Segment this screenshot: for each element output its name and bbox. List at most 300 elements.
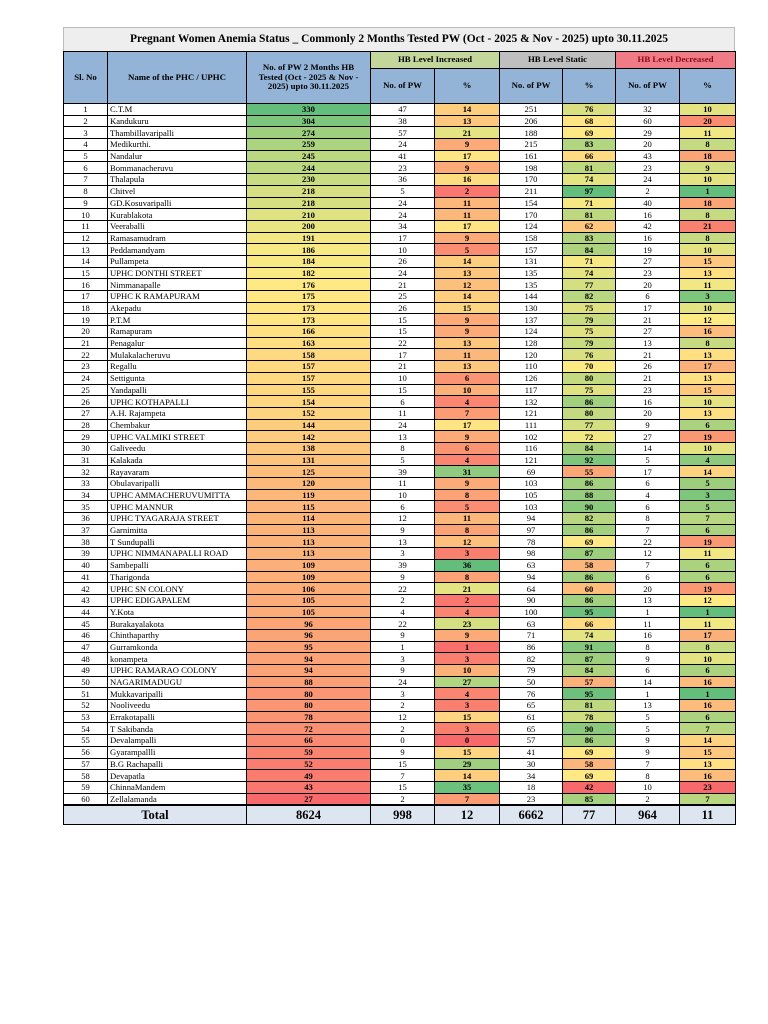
phc-name: Veeraballi: [108, 220, 247, 232]
inc-percent: 21: [435, 127, 500, 139]
static-no-of-pw: 211: [500, 185, 563, 197]
dec-no-of-pw: 13: [616, 337, 680, 349]
static-no-of-pw: 135: [500, 279, 563, 291]
table-row: [64, 559, 736, 571]
dec-percent: 8: [680, 337, 736, 349]
static-no-of-pw: 94: [500, 513, 563, 525]
dec-no-of-pw: 5: [616, 711, 680, 723]
static-no-of-pw: 97: [500, 524, 563, 536]
tested-count: 218: [247, 197, 371, 209]
inc-percent: 17: [435, 150, 500, 162]
sl-no: 44: [64, 606, 108, 618]
inc-percent: 23: [435, 618, 500, 630]
static-percent: 86: [563, 735, 616, 747]
table-row: [64, 746, 736, 758]
inc-percent: 5: [435, 244, 500, 256]
phc-name: Kalakada: [108, 454, 247, 466]
static-no-of-pw: 64: [500, 583, 563, 595]
static-percent: 60: [563, 583, 616, 595]
inc-percent: 21: [435, 583, 500, 595]
inc-percent: 16: [435, 174, 500, 186]
table-row: [64, 454, 736, 466]
table-row: [64, 700, 736, 712]
total-inc-pct: 12: [435, 805, 500, 825]
inc-percent: 7: [435, 793, 500, 805]
sl-no: 1: [64, 104, 108, 116]
sl-no: 40: [64, 559, 108, 571]
phc-name: UPHC SN COLONY: [108, 583, 247, 595]
tested-count: 274: [247, 127, 371, 139]
static-percent: 84: [563, 442, 616, 454]
phc-name: UPHC K RAMAPURAM: [108, 291, 247, 303]
phc-name: ChinnaMandem: [108, 781, 247, 793]
sl-no: 25: [64, 384, 108, 396]
dec-no-of-pw: 40: [616, 197, 680, 209]
inc-no-of-pw: 47: [371, 104, 435, 116]
table-row: [64, 489, 736, 501]
report-sheet: [63, 27, 735, 825]
tested-count: 304: [247, 115, 371, 127]
phc-name: Gyarampallli: [108, 746, 247, 758]
phc-name: Medikurthi.: [108, 139, 247, 151]
dec-no-of-pw: 6: [616, 478, 680, 490]
phc-name: UPHC TYAGARAJA STREET: [108, 513, 247, 525]
dec-percent: 13: [680, 407, 736, 419]
table-row: [64, 384, 736, 396]
static-no-of-pw: 110: [500, 361, 563, 373]
sl-no: 5: [64, 150, 108, 162]
inc-percent: 15: [435, 711, 500, 723]
header-static-no-of-pw: No. of PW: [500, 69, 563, 104]
header-inc-percent: %: [435, 69, 500, 104]
table-row: [64, 478, 736, 490]
dec-no-of-pw: 1: [616, 606, 680, 618]
phc-name: Akepadu: [108, 302, 247, 314]
static-percent: 86: [563, 571, 616, 583]
phc-name: Gurramkonda: [108, 641, 247, 653]
phc-name: Penagalur: [108, 337, 247, 349]
inc-percent: 15: [435, 746, 500, 758]
sl-no: 53: [64, 711, 108, 723]
inc-percent: 6: [435, 372, 500, 384]
inc-no-of-pw: 36: [371, 174, 435, 186]
static-no-of-pw: 132: [500, 396, 563, 408]
phc-name: Ramapuram: [108, 326, 247, 338]
sl-no: 39: [64, 548, 108, 560]
dec-percent: 8: [680, 139, 736, 151]
dec-no-of-pw: 8: [616, 641, 680, 653]
sl-no: 33: [64, 478, 108, 490]
inc-no-of-pw: 13: [371, 431, 435, 443]
inc-percent: 27: [435, 676, 500, 688]
phc-name: Y.Kota: [108, 606, 247, 618]
dec-percent: 11: [680, 279, 736, 291]
dec-no-of-pw: 16: [616, 232, 680, 244]
static-no-of-pw: 100: [500, 606, 563, 618]
static-no-of-pw: 117: [500, 384, 563, 396]
tested-count: 158: [247, 349, 371, 361]
inc-no-of-pw: 22: [371, 337, 435, 349]
phc-name: Nooliveedu: [108, 700, 247, 712]
dec-no-of-pw: 6: [616, 571, 680, 583]
static-percent: 88: [563, 489, 616, 501]
tested-count: 191: [247, 232, 371, 244]
static-no-of-pw: 154: [500, 197, 563, 209]
inc-no-of-pw: 26: [371, 302, 435, 314]
inc-percent: 14: [435, 255, 500, 267]
phc-name: T Sundupalli: [108, 536, 247, 548]
static-percent: 85: [563, 793, 616, 805]
dec-percent: 10: [680, 302, 736, 314]
inc-no-of-pw: 2: [371, 793, 435, 805]
tested-count: 72: [247, 723, 371, 735]
static-percent: 83: [563, 232, 616, 244]
sl-no: 57: [64, 758, 108, 770]
static-no-of-pw: 94: [500, 571, 563, 583]
static-percent: 81: [563, 162, 616, 174]
dec-no-of-pw: 5: [616, 723, 680, 735]
tested-count: 106: [247, 583, 371, 595]
static-no-of-pw: 65: [500, 700, 563, 712]
table-row: [64, 688, 736, 700]
table-row: [64, 676, 736, 688]
dec-no-of-pw: 1: [616, 688, 680, 700]
static-percent: 76: [563, 104, 616, 116]
dec-no-of-pw: 6: [616, 501, 680, 513]
phc-name: Peddamandyam: [108, 244, 247, 256]
dec-no-of-pw: 13: [616, 700, 680, 712]
table-row: [64, 337, 736, 349]
inc-percent: 14: [435, 104, 500, 116]
header-dec-no-of-pw: No. of PW: [616, 69, 680, 104]
dec-no-of-pw: 20: [616, 583, 680, 595]
table-row: [64, 255, 736, 267]
dec-percent: 14: [680, 735, 736, 747]
inc-percent: 3: [435, 653, 500, 665]
sl-no: 10: [64, 209, 108, 221]
static-no-of-pw: 116: [500, 442, 563, 454]
dec-percent: 6: [680, 524, 736, 536]
inc-percent: 5: [435, 501, 500, 513]
dec-no-of-pw: 17: [616, 302, 680, 314]
dec-percent: 15: [680, 746, 736, 758]
dec-no-of-pw: 7: [616, 758, 680, 770]
inc-no-of-pw: 39: [371, 559, 435, 571]
sl-no: 30: [64, 442, 108, 454]
inc-percent: 7: [435, 407, 500, 419]
static-percent: 66: [563, 150, 616, 162]
phc-name: Chinthaparthy: [108, 629, 247, 641]
tested-count: 80: [247, 700, 371, 712]
dec-no-of-pw: 16: [616, 209, 680, 221]
inc-percent: 9: [435, 314, 500, 326]
sl-no: 14: [64, 255, 108, 267]
static-percent: 80: [563, 407, 616, 419]
table-row: [64, 244, 736, 256]
inc-percent: 4: [435, 396, 500, 408]
static-percent: 62: [563, 220, 616, 232]
static-percent: 55: [563, 466, 616, 478]
static-no-of-pw: 188: [500, 127, 563, 139]
dec-no-of-pw: 22: [616, 536, 680, 548]
inc-percent: 13: [435, 361, 500, 373]
dec-percent: 10: [680, 396, 736, 408]
sl-no: 26: [64, 396, 108, 408]
sl-no: 2: [64, 115, 108, 127]
dec-percent: 6: [680, 711, 736, 723]
table-row: [64, 349, 736, 361]
inc-no-of-pw: 26: [371, 255, 435, 267]
inc-no-of-pw: 15: [371, 314, 435, 326]
phc-name: UPHC NIMMANAPALLI ROAD: [108, 548, 247, 560]
inc-percent: 8: [435, 524, 500, 536]
dec-percent: 6: [680, 419, 736, 431]
report-title: Pregnant Women Anemia Status _ Commonly 2 Months Tested PW (Oct - 2025 & Nov - 2025) upto 30.11.2025: [63, 27, 735, 51]
tested-count: 163: [247, 337, 371, 349]
inc-percent: 9: [435, 629, 500, 641]
tested-count: 94: [247, 653, 371, 665]
phc-name: Galiveedu: [108, 442, 247, 454]
tested-count: 173: [247, 314, 371, 326]
dec-percent: 5: [680, 501, 736, 513]
static-no-of-pw: 34: [500, 770, 563, 782]
static-percent: 58: [563, 559, 616, 571]
phc-name: Mukkavaripalli: [108, 688, 247, 700]
static-percent: 74: [563, 267, 616, 279]
sl-no: 49: [64, 665, 108, 677]
inc-no-of-pw: 17: [371, 349, 435, 361]
static-percent: 74: [563, 629, 616, 641]
static-no-of-pw: 128: [500, 337, 563, 349]
dec-no-of-pw: 24: [616, 174, 680, 186]
tested-count: 96: [247, 618, 371, 630]
static-percent: 71: [563, 255, 616, 267]
tested-count: 105: [247, 594, 371, 606]
sl-no: 12: [64, 232, 108, 244]
phc-name: Kurablakota: [108, 209, 247, 221]
tested-count: 96: [247, 629, 371, 641]
tested-count: 330: [247, 104, 371, 116]
phc-name: Pullampeta: [108, 255, 247, 267]
inc-percent: 31: [435, 466, 500, 478]
inc-no-of-pw: 6: [371, 501, 435, 513]
total-static-pct: 77: [563, 805, 616, 825]
static-percent: 77: [563, 419, 616, 431]
inc-no-of-pw: 10: [371, 372, 435, 384]
inc-no-of-pw: 57: [371, 127, 435, 139]
static-no-of-pw: 103: [500, 501, 563, 513]
static-no-of-pw: 121: [500, 454, 563, 466]
inc-no-of-pw: 12: [371, 513, 435, 525]
inc-percent: 8: [435, 489, 500, 501]
inc-percent: 9: [435, 478, 500, 490]
tested-count: 230: [247, 174, 371, 186]
dec-percent: 18: [680, 197, 736, 209]
inc-percent: 13: [435, 115, 500, 127]
dec-percent: 5: [680, 478, 736, 490]
inc-no-of-pw: 0: [371, 735, 435, 747]
inc-no-of-pw: 24: [371, 197, 435, 209]
table-row: [64, 372, 736, 384]
table-row: [64, 513, 736, 525]
dec-percent: 17: [680, 629, 736, 641]
header-inc-no-of-pw: No. of PW: [371, 69, 435, 104]
inc-percent: 3: [435, 700, 500, 712]
dec-percent: 12: [680, 594, 736, 606]
sl-no: 22: [64, 349, 108, 361]
sl-no: 27: [64, 407, 108, 419]
dec-no-of-pw: 19: [616, 244, 680, 256]
inc-percent: 11: [435, 349, 500, 361]
sl-no: 51: [64, 688, 108, 700]
static-percent: 78: [563, 711, 616, 723]
sl-no: 35: [64, 501, 108, 513]
total-tested: 8624: [247, 805, 371, 825]
table-row: [64, 758, 736, 770]
dec-percent: 20: [680, 115, 736, 127]
inc-no-of-pw: 9: [371, 746, 435, 758]
dec-percent: 15: [680, 384, 736, 396]
phc-name: UPHC AMMACHERUVUMITTA: [108, 489, 247, 501]
static-percent: 81: [563, 700, 616, 712]
inc-percent: 35: [435, 781, 500, 793]
static-no-of-pw: 23: [500, 793, 563, 805]
dec-percent: 23: [680, 781, 736, 793]
inc-no-of-pw: 2: [371, 700, 435, 712]
dec-no-of-pw: 10: [616, 781, 680, 793]
static-no-of-pw: 79: [500, 665, 563, 677]
inc-no-of-pw: 9: [371, 665, 435, 677]
inc-no-of-pw: 11: [371, 407, 435, 419]
dec-percent: 10: [680, 653, 736, 665]
dec-percent: 8: [680, 641, 736, 653]
inc-no-of-pw: 2: [371, 594, 435, 606]
dec-no-of-pw: 6: [616, 291, 680, 303]
sl-no: 3: [64, 127, 108, 139]
phc-name: P.T.M: [108, 314, 247, 326]
inc-no-of-pw: 6: [371, 396, 435, 408]
phc-name: konampeta: [108, 653, 247, 665]
inc-no-of-pw: 3: [371, 548, 435, 560]
table-row: [64, 548, 736, 560]
tested-count: 113: [247, 548, 371, 560]
sl-no: 32: [64, 466, 108, 478]
dec-no-of-pw: 2: [616, 185, 680, 197]
inc-percent: 4: [435, 688, 500, 700]
inc-no-of-pw: 38: [371, 115, 435, 127]
dec-percent: 10: [680, 104, 736, 116]
dec-percent: 6: [680, 559, 736, 571]
dec-no-of-pw: 23: [616, 384, 680, 396]
sl-no: 7: [64, 174, 108, 186]
tested-count: 113: [247, 536, 371, 548]
dec-percent: 16: [680, 676, 736, 688]
phc-name: Kandukuru: [108, 115, 247, 127]
phc-name: UPHC MANNUR: [108, 501, 247, 513]
static-no-of-pw: 18: [500, 781, 563, 793]
tested-count: 157: [247, 361, 371, 373]
phc-name: Settigunta: [108, 372, 247, 384]
total-static-pw: 6662: [500, 805, 563, 825]
tested-count: 115: [247, 501, 371, 513]
tested-count: 27: [247, 793, 371, 805]
header-group-increased: HB Level Increased: [371, 52, 500, 69]
tested-count: 113: [247, 524, 371, 536]
sl-no: 31: [64, 454, 108, 466]
static-no-of-pw: 63: [500, 559, 563, 571]
table-row: [64, 594, 736, 606]
static-percent: 95: [563, 606, 616, 618]
inc-no-of-pw: 15: [371, 326, 435, 338]
sl-no: 11: [64, 220, 108, 232]
sl-no: 59: [64, 781, 108, 793]
table-row: [64, 279, 736, 291]
inc-percent: 17: [435, 419, 500, 431]
dec-percent: 11: [680, 127, 736, 139]
static-no-of-pw: 57: [500, 735, 563, 747]
table-row: [64, 711, 736, 723]
sl-no: 15: [64, 267, 108, 279]
static-no-of-pw: 137: [500, 314, 563, 326]
inc-no-of-pw: 3: [371, 653, 435, 665]
table-row: [64, 793, 736, 805]
static-percent: 79: [563, 314, 616, 326]
header-tested-count: No. of PW 2 Months HB Tested (Oct - 2025 & Nov - 2025) upto 30.11.2025: [247, 52, 371, 104]
inc-no-of-pw: 15: [371, 781, 435, 793]
static-no-of-pw: 206: [500, 115, 563, 127]
sl-no: 34: [64, 489, 108, 501]
dec-no-of-pw: 16: [616, 396, 680, 408]
static-percent: 86: [563, 524, 616, 536]
static-no-of-pw: 105: [500, 489, 563, 501]
dec-percent: 3: [680, 291, 736, 303]
static-percent: 58: [563, 758, 616, 770]
dec-percent: 4: [680, 454, 736, 466]
inc-percent: 9: [435, 232, 500, 244]
inc-no-of-pw: 10: [371, 244, 435, 256]
static-no-of-pw: 98: [500, 548, 563, 560]
dec-percent: 7: [680, 723, 736, 735]
static-no-of-pw: 170: [500, 209, 563, 221]
static-no-of-pw: 69: [500, 466, 563, 478]
static-no-of-pw: 63: [500, 618, 563, 630]
tested-count: 173: [247, 302, 371, 314]
static-percent: 69: [563, 770, 616, 782]
table-row: [64, 302, 736, 314]
table-row: [64, 185, 736, 197]
tested-count: 210: [247, 209, 371, 221]
inc-percent: 12: [435, 536, 500, 548]
table-row: [64, 209, 736, 221]
inc-no-of-pw: 10: [371, 489, 435, 501]
sl-no: 36: [64, 513, 108, 525]
header-static-percent: %: [563, 69, 616, 104]
inc-no-of-pw: 9: [371, 524, 435, 536]
inc-percent: 3: [435, 723, 500, 735]
inc-percent: 15: [435, 302, 500, 314]
dec-no-of-pw: 27: [616, 326, 680, 338]
phc-name: GD.Kosuvaripalli: [108, 197, 247, 209]
dec-no-of-pw: 16: [616, 629, 680, 641]
table-row: [64, 115, 736, 127]
tested-count: 109: [247, 571, 371, 583]
total-inc-pw: 998: [371, 805, 435, 825]
inc-no-of-pw: 24: [371, 267, 435, 279]
tested-count: 155: [247, 384, 371, 396]
dec-no-of-pw: 27: [616, 255, 680, 267]
inc-percent: 1: [435, 641, 500, 653]
header-sl-no: Sl. No: [64, 52, 108, 104]
